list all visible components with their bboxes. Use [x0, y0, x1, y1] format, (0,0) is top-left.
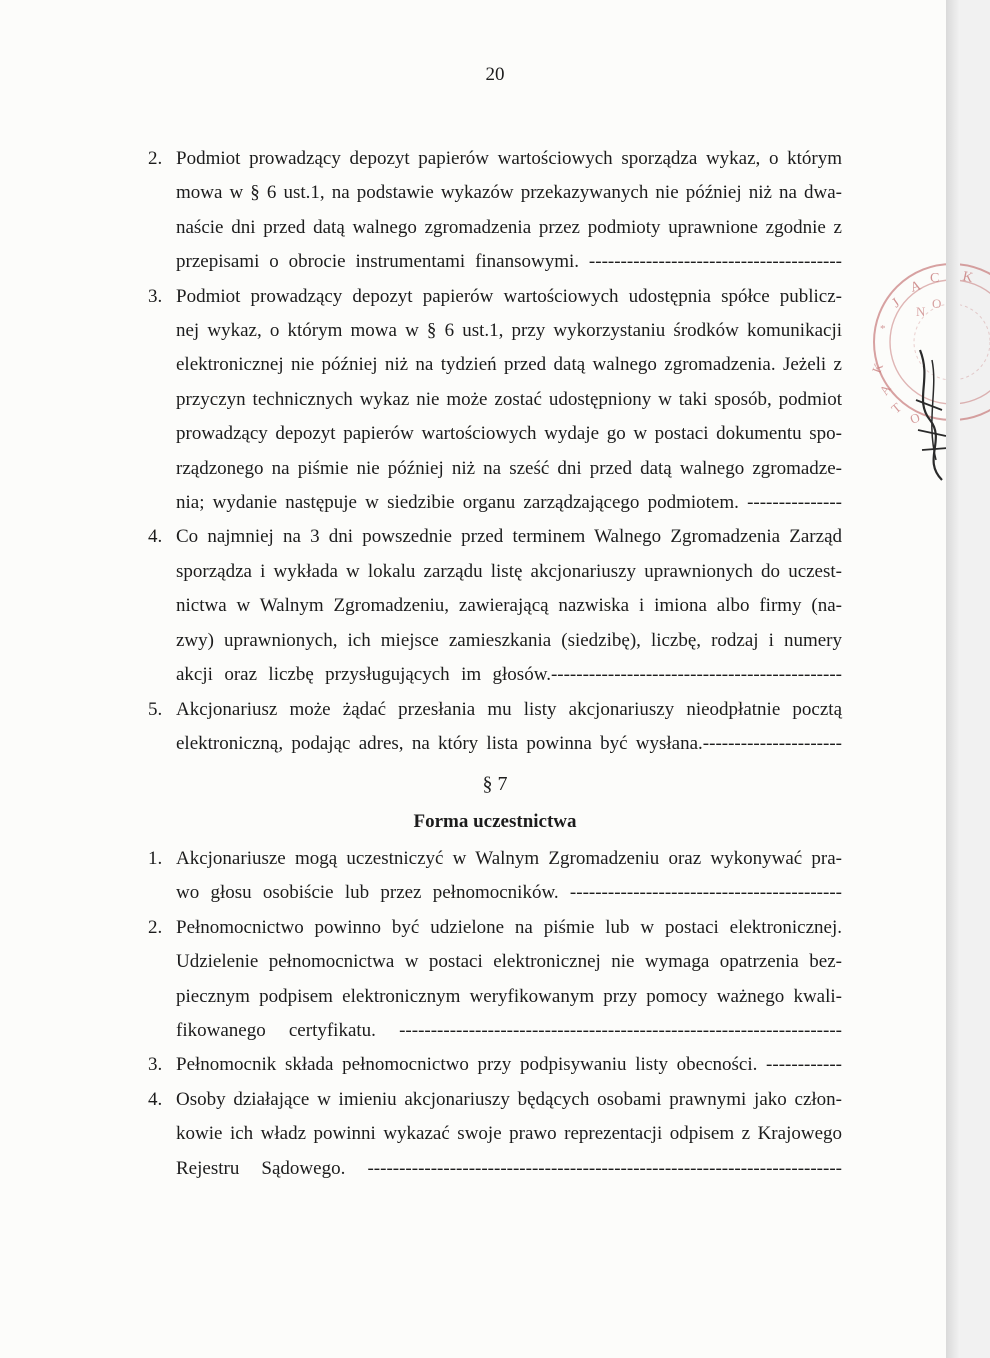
text-line: Rejestru Sądowego. ---------------------------------------------------------------------------: [176, 1157, 842, 1179]
text-line: nia; wydanie następuje w siedzibie organu zarządzającego podmiotem. ---------------: [176, 492, 842, 514]
section-title: Forma uczestnictwa: [413, 811, 577, 832]
scan-right-edge: [946, 0, 960, 1358]
numbered-list-paragraph-6: [140, 142, 842, 761]
text-line: przyczyn technicznych wykaz nie może zostać udostępniony w taki sposób, podmiot: [176, 388, 842, 410]
list-item-text: [176, 1083, 842, 1186]
svg-text:O: O: [907, 409, 922, 427]
text-line: wo głosu osobiście lub przez pełnomocników. -------------------------------------------: [176, 882, 842, 904]
text-line: prowadzący depozyt papierów wartościowych wydaje go w postaci dokumentu spo-: [176, 423, 842, 445]
list-item-number: 4.: [148, 1088, 163, 1110]
list-item: [140, 1083, 842, 1186]
list-item-text: [176, 842, 842, 911]
list-item-number: 3.: [148, 285, 163, 307]
text-line: przepisami o obrocie instrumentami finansowymi. ----------------------------------------: [176, 251, 842, 273]
text-line: Co najmniej na 3 dni powszednie przed terminem Walnego Zgromadzenia Zarząd: [176, 526, 842, 548]
svg-text:K: K: [961, 269, 975, 287]
list-item: [140, 911, 842, 1049]
text-line: Akcjonariusze mogą uczestniczyć w Walnym Zgromadzeniu oraz wykonywać pra-: [176, 848, 842, 869]
list-item-number: 2.: [148, 916, 163, 938]
list-item-text: [176, 911, 842, 1049]
text-line: piecznym podpisem elektronicznym weryfikowanym przy pomocy ważnego kwali-: [176, 985, 842, 1007]
text-line: kowie ich władz powinni wykazać swoje prawo reprezentacji odpisem z Krajowego: [176, 1123, 842, 1145]
svg-text:A: A: [908, 278, 923, 296]
svg-text:O: O: [932, 296, 942, 311]
text-line: akcji oraz liczbę przysługujących im głosów.----------------------------------------------: [176, 664, 842, 686]
text-line: fikowanego certyfikatu. ----------------------------------------------------------------------: [176, 1020, 842, 1042]
text-line: elektronicznej nie później niż na tydzień przed datą walnego zgromadzenia. Jeżeli z: [176, 354, 842, 376]
list-item: [140, 842, 842, 911]
list-item: [140, 280, 842, 521]
list-item-text: [176, 280, 842, 521]
text-line: Podmiot prowadzący depozyt papierów wartościowych sporządza wykaz, o którym: [176, 148, 842, 169]
list-item: [140, 1048, 842, 1082]
list-item-number: 1.: [148, 848, 163, 869]
section-sign: § 7: [482, 773, 508, 795]
list-item: [140, 520, 842, 692]
list-item-text: [176, 693, 842, 762]
text-line: Udzielenie pełnomocnictwa w postaci elektronicznej nie wymaga opatrzenia bez-: [176, 951, 842, 973]
list-item-number: 4.: [148, 526, 163, 548]
text-line: Akcjonariusz może żądać przesłania mu listy akcjonariuszy nieodpłatnie pocztą: [176, 698, 842, 720]
list-item-number: 3.: [148, 1054, 163, 1076]
svg-text:C: C: [930, 271, 940, 286]
text-line: Podmiot prowadzący depozyt papierów wartościowych udostępnia spółce publicz-: [176, 285, 842, 307]
list-item: [140, 693, 842, 762]
text-line: Osoby działające w imieniu akcjonariuszy będących osobami prawnymi jako człon-: [176, 1088, 842, 1110]
text-line: nictwa w Walnym Zgromadzeniu, zawierającą nazwiska i imiona albo firmy (na-: [176, 595, 842, 617]
numbered-list-paragraph-7: [140, 842, 842, 1186]
list-item-text: [176, 1048, 842, 1082]
list-item-number: 5.: [148, 698, 163, 720]
text-line: Pełnomocnictwo powinno być udzielone na piśmie lub w postaci elektronicznej.: [176, 916, 842, 938]
list-item-number: 2.: [148, 148, 163, 169]
list-item-text: [176, 520, 842, 692]
list-item-text: [176, 142, 842, 280]
text-line: mowa w § 6 ust.1, na podstawie wykazów przekazywanych nie później niż na dwa-: [176, 182, 842, 204]
text-line: Pełnomocnik składa pełnomocnictwo przy podpisywaniu listy obecności. ------------: [176, 1054, 842, 1076]
text-line: zwy) uprawnionych, ich miejsce zamieszkania (siedzibę), liczbę, rodzaj i numery: [176, 629, 842, 651]
text-line: sporządza i wykłada w lokalu zarządu listę akcjonariuszy uprawnionych do uczest-: [176, 560, 842, 582]
text-line: nej wykaz, o którym mowa w § 6 ust.1, przy wykorzystaniu środków komunikacji: [176, 320, 842, 342]
svg-text:T: T: [888, 399, 905, 417]
svg-text:J: J: [889, 295, 903, 312]
text-line: rządzonego na piśmie nie później niż na sześć dni przed datą walnego zgromadze-: [176, 457, 842, 479]
text-line: naście dni przed datą walnego zgromadzenia przez podmioty uprawnione zgodnie z: [176, 216, 842, 238]
svg-text:*: *: [880, 323, 886, 335]
page-number: 20: [485, 64, 505, 85]
svg-text:A: A: [876, 381, 894, 398]
svg-text:N: N: [916, 304, 926, 319]
list-item: [140, 142, 842, 280]
svg-text:K: K: [868, 361, 887, 376]
text-line: elektroniczną, podając adres, na który lista powinna być wysłana.----------------------: [176, 732, 842, 754]
